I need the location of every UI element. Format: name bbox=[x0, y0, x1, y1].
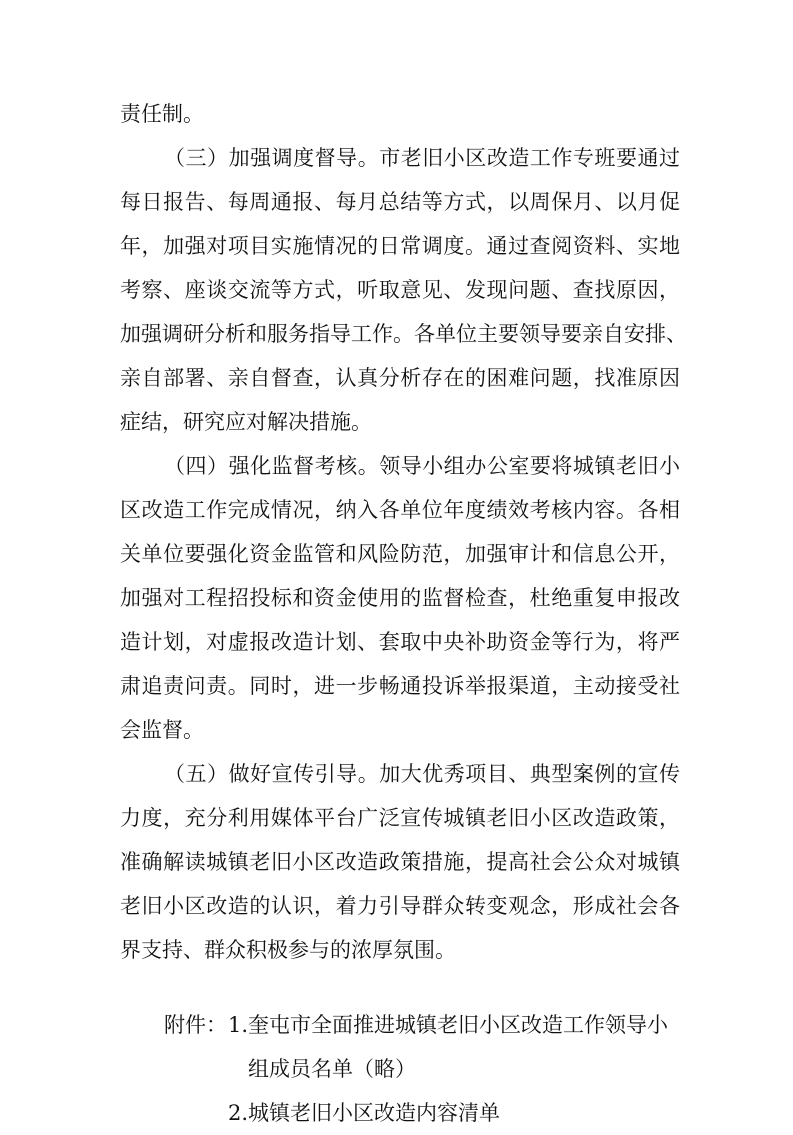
paragraph-heading-line: （三）加强调度督导。市老旧小区改造工作专班要通过 bbox=[164, 146, 680, 170]
text-line: 准确解读城镇老旧小区改造政策措施，提高社会公众对城镇 bbox=[120, 850, 680, 874]
text-line: 考察、座谈交流等方式，听取意见、发现问题、查找原因， bbox=[120, 278, 680, 302]
attachment-item-1-continued: 组成员名单（略） bbox=[248, 1057, 416, 1081]
text-line: 症结，研究应对解决措施。 bbox=[120, 410, 372, 434]
text-line: 会监督。 bbox=[120, 718, 204, 742]
text-line: 年，加强对项目实施情况的日常调度。通过查阅资料、实地 bbox=[120, 234, 680, 258]
text-line: 造计划，对虚报改造计划、套取中央补助资金等行为，将严 bbox=[120, 630, 680, 654]
text-line: 力度，充分利用媒体平台广泛宣传城镇老旧小区改造政策， bbox=[120, 806, 680, 830]
text-line: 亲自部署、亲自督查，认真分析存在的困难问题，找准原因 bbox=[120, 366, 680, 390]
text-line: 加强调研分析和服务指导工作。各单位主要领导要亲自安排、 bbox=[120, 322, 687, 346]
text-line: 加强对工程招投标和资金使用的监督检查，杜绝重复申报改 bbox=[120, 586, 680, 610]
paragraph-heading-line: （四）强化监督考核。领导小组办公室要将城镇老旧小 bbox=[164, 454, 680, 478]
attachment-label: 附件： bbox=[164, 1013, 227, 1037]
text-line: 关单位要强化资金监管和风险防范，加强审计和信息公开， bbox=[120, 542, 680, 566]
text-line: 区改造工作完成情况，纳入各单位年度绩效考核内容。各相 bbox=[120, 498, 680, 522]
attachment-item-2: 2.城镇老旧小区改造内容清单 bbox=[228, 1101, 501, 1125]
text-line: 肃追责问责。同时，进一步畅通投诉举报渠道，主动接受社 bbox=[120, 674, 680, 698]
text-line: 界支持、群众积极参与的浓厚氛围。 bbox=[120, 938, 456, 962]
attachment-item-1: 1.奎屯市全面推进城镇老旧小区改造工作领导小 bbox=[228, 1013, 669, 1037]
text-line: 责任制。 bbox=[120, 102, 204, 126]
paragraph-heading-line: （五）做好宣传引导。加大优秀项目、典型案例的宣传 bbox=[164, 762, 680, 786]
text-line: 每日报告、每周通报、每月总结等方式，以周保月、以月促 bbox=[120, 190, 680, 214]
text-line: 老旧小区改造的认识，着力引导群众转变观念，形成社会各 bbox=[120, 894, 680, 918]
